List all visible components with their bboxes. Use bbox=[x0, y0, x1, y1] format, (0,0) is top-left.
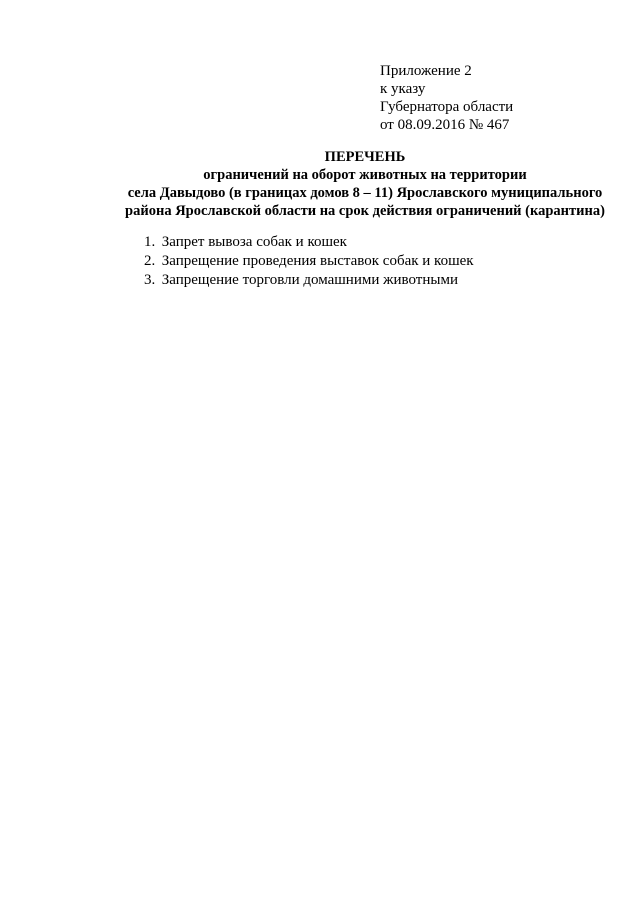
heading-line: села Давыдово (в границах домов 8 – 11) Ярославского муниципального bbox=[127, 185, 603, 201]
appendix-line: Губернатора области bbox=[380, 99, 514, 115]
appendix-block bbox=[380, 62, 513, 134]
heading-line: района Ярославской области на срок действия ограничений (карантина) bbox=[125, 203, 605, 219]
list-item-number: 3. bbox=[144, 272, 156, 288]
list-item bbox=[144, 271, 474, 290]
appendix-line: Приложение 2 bbox=[380, 63, 472, 79]
heading-title: ПЕРЕЧЕНЬ bbox=[324, 149, 406, 165]
list-item-number: 2. bbox=[144, 253, 156, 269]
document-heading bbox=[90, 148, 640, 220]
restrictions-list bbox=[144, 233, 474, 290]
appendix-line: к указу bbox=[380, 81, 426, 97]
heading-line: ограничений на оборот животных на территории bbox=[203, 167, 527, 183]
appendix-line: от 08.09.2016 № 467 bbox=[380, 117, 510, 133]
list-item-text: Запрет вывоза собак и кошек bbox=[161, 234, 347, 250]
list-item-text: Запрещение проведения выставок собак и кошек bbox=[161, 253, 474, 269]
list-item bbox=[144, 233, 474, 252]
list-item-text: Запрещение торговли домашними животными bbox=[161, 272, 458, 288]
list-item-number: 1. bbox=[144, 234, 156, 250]
list-item bbox=[144, 252, 474, 271]
